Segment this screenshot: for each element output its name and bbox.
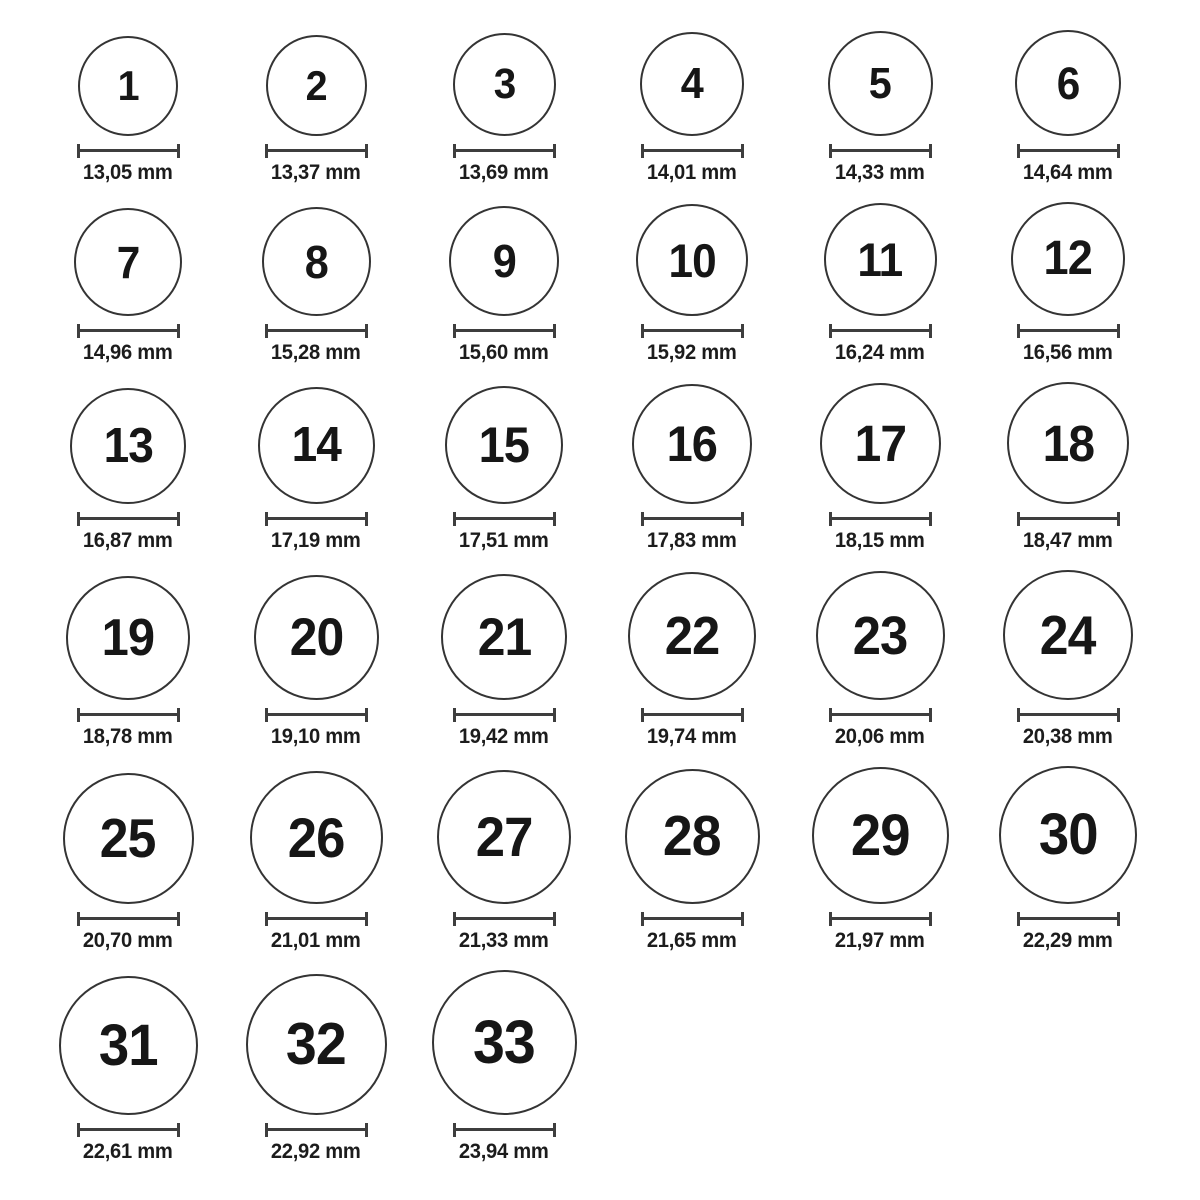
ring-cell [786, 767, 974, 953]
diameter-line [265, 512, 368, 526]
ring-cell [598, 204, 786, 365]
ring-circle [250, 771, 383, 904]
ring-number: 30 [1038, 802, 1098, 867]
ring-circle [70, 388, 186, 504]
ring-number: 6 [1056, 57, 1080, 109]
ring-cell [410, 386, 598, 553]
diameter-label: 17,83 mm [647, 529, 737, 552]
ring-number: 7 [116, 236, 140, 288]
ring-cell [786, 571, 974, 749]
ring-number: 26 [287, 805, 345, 869]
ring-cell [34, 388, 222, 553]
ring-circle [636, 204, 748, 316]
ring-number: 11 [857, 233, 903, 286]
diameter-label: 14,33 mm [835, 161, 925, 184]
ring-cell [410, 970, 598, 1164]
ring-number: 1 [117, 62, 139, 109]
ring-number: 23 [852, 605, 908, 666]
ring-row [34, 30, 1200, 185]
ring-number: 24 [1040, 603, 1096, 666]
ring-number: 19 [101, 609, 155, 667]
diameter-line [265, 1123, 368, 1137]
ring-circle [820, 383, 941, 504]
ring-number: 9 [492, 235, 516, 287]
diameter-label: 19,42 mm [459, 725, 549, 748]
ring-number: 20 [289, 608, 343, 667]
diameter-label: 22,29 mm [1023, 929, 1113, 952]
ring-cell [974, 766, 1162, 953]
diameter-label: 14,96 mm [83, 341, 173, 364]
ring-cell [222, 35, 410, 185]
ring-number: 13 [103, 418, 153, 473]
diameter-line [1017, 912, 1120, 926]
ring-cell [34, 976, 222, 1164]
diameter-label: 13,05 mm [83, 161, 173, 184]
ring-circle [66, 576, 190, 700]
diameter-line [453, 1123, 556, 1137]
diameter-label: 13,37 mm [271, 161, 361, 184]
ring-cell [598, 384, 786, 553]
ring-cell [786, 383, 974, 553]
diameter-label: 20,06 mm [835, 725, 925, 748]
diameter-line [453, 912, 556, 926]
diameter-label: 18,15 mm [835, 529, 925, 552]
ring-row [34, 970, 1200, 1164]
ring-row [34, 766, 1200, 953]
diameter-label: 17,51 mm [459, 529, 549, 552]
ring-number: 22 [664, 606, 720, 666]
diameter-line [829, 144, 932, 158]
diameter-line [77, 1123, 180, 1137]
diameter-line [641, 708, 744, 722]
diameter-line [77, 324, 180, 338]
ring-circle [266, 35, 367, 136]
ring-cell [786, 203, 974, 365]
diameter-line [453, 708, 556, 722]
ring-cell [974, 202, 1162, 365]
ring-number: 33 [473, 1008, 535, 1076]
ring-number: 15 [478, 417, 530, 473]
diameter-line [1017, 324, 1120, 338]
ring-number: 16 [666, 416, 718, 472]
ring-cell [598, 32, 786, 185]
diameter-line [453, 144, 556, 158]
ring-cell [34, 208, 222, 365]
ring-circle [453, 33, 556, 136]
ring-circle [432, 970, 577, 1115]
diameter-line [453, 324, 556, 338]
diameter-line [829, 512, 932, 526]
diameter-line [829, 912, 932, 926]
ring-circle [74, 208, 182, 316]
ring-circle [824, 203, 937, 316]
ring-circle [246, 974, 387, 1115]
diameter-label: 15,28 mm [271, 341, 361, 364]
ring-size-grid [34, 30, 1200, 1164]
diameter-label: 15,92 mm [647, 341, 737, 364]
ring-circle [816, 571, 945, 700]
ring-circle [632, 384, 752, 504]
ring-circle [437, 770, 571, 904]
diameter-label: 16,56 mm [1023, 341, 1113, 364]
diameter-line [829, 708, 932, 722]
ring-circle [449, 206, 559, 316]
ring-cell [974, 30, 1162, 185]
ring-number: 29 [850, 802, 910, 868]
ring-number: 12 [1043, 232, 1093, 285]
ring-cell [974, 382, 1162, 553]
diameter-label: 22,61 mm [83, 1140, 173, 1163]
diameter-label: 19,10 mm [271, 725, 361, 748]
ring-number: 10 [668, 233, 716, 287]
diameter-line [641, 144, 744, 158]
ring-row [34, 382, 1200, 553]
ring-number: 5 [868, 58, 892, 108]
diameter-label: 20,70 mm [83, 929, 173, 952]
diameter-label: 16,24 mm [835, 341, 925, 364]
ring-cell [222, 575, 410, 749]
diameter-label: 18,78 mm [83, 725, 173, 748]
ring-number: 28 [663, 804, 721, 868]
diameter-label: 16,87 mm [83, 529, 173, 552]
ring-number: 4 [680, 59, 704, 108]
ring-number: 31 [98, 1012, 158, 1078]
diameter-label: 18,47 mm [1023, 529, 1113, 552]
ring-cell [222, 207, 410, 365]
ring-cell [222, 974, 410, 1164]
ring-cell [410, 206, 598, 365]
diameter-label: 15,60 mm [459, 341, 549, 364]
ring-row [34, 202, 1200, 365]
ring-number: 18 [1042, 414, 1094, 472]
ring-number: 2 [305, 61, 327, 109]
ring-number: 3 [493, 60, 515, 108]
ring-circle [1011, 202, 1125, 316]
ring-circle [628, 572, 756, 700]
diameter-line [265, 324, 368, 338]
ring-circle [812, 767, 949, 904]
ring-circle [63, 773, 194, 904]
diameter-line [453, 512, 556, 526]
diameter-label: 23,94 mm [459, 1140, 549, 1163]
diameter-line [641, 324, 744, 338]
ring-row [34, 570, 1200, 749]
ring-circle [254, 575, 379, 700]
ring-circle [1007, 382, 1129, 504]
diameter-label: 21,33 mm [459, 929, 549, 952]
diameter-line [77, 144, 180, 158]
diameter-line [265, 708, 368, 722]
diameter-line [641, 512, 744, 526]
ring-circle [441, 574, 567, 700]
ring-circle [640, 32, 744, 136]
ring-circle [445, 386, 563, 504]
ring-circle [258, 387, 375, 504]
ring-number: 27 [475, 805, 533, 868]
ring-number: 32 [286, 1011, 346, 1077]
diameter-label: 21,97 mm [835, 929, 925, 952]
diameter-line [77, 708, 180, 722]
ring-number: 17 [854, 415, 906, 472]
diameter-label: 21,01 mm [271, 929, 361, 952]
ring-circle [999, 766, 1137, 904]
diameter-line [265, 144, 368, 158]
diameter-line [77, 512, 180, 526]
diameter-line [265, 912, 368, 926]
ring-number: 25 [100, 807, 156, 869]
ring-circle [59, 976, 198, 1115]
ring-circle [1003, 570, 1133, 700]
diameter-label: 14,64 mm [1023, 161, 1113, 184]
ring-circle [1015, 30, 1121, 136]
ring-circle [625, 769, 760, 904]
diameter-label: 19,74 mm [647, 725, 737, 748]
diameter-label: 20,38 mm [1023, 725, 1113, 748]
ring-cell [222, 387, 410, 553]
ring-cell [34, 773, 222, 953]
ring-number: 8 [304, 235, 328, 288]
ring-cell [410, 33, 598, 185]
ring-circle [262, 207, 371, 316]
ring-cell [786, 31, 974, 185]
ring-cell [598, 572, 786, 749]
diameter-line [829, 324, 932, 338]
diameter-line [641, 912, 744, 926]
ring-number: 21 [477, 607, 531, 667]
ring-cell [974, 570, 1162, 749]
ring-circle [828, 31, 933, 136]
diameter-label: 14,01 mm [647, 161, 737, 184]
diameter-label: 17,19 mm [271, 529, 361, 552]
diameter-line [1017, 512, 1120, 526]
diameter-label: 22,92 mm [271, 1140, 361, 1163]
diameter-label: 13,69 mm [459, 161, 549, 184]
ring-cell [34, 36, 222, 185]
diameter-label: 21,65 mm [647, 929, 737, 952]
ring-cell [598, 769, 786, 953]
diameter-line [77, 912, 180, 926]
ring-cell [410, 770, 598, 953]
ring-number: 14 [291, 418, 341, 472]
ring-circle [78, 36, 178, 136]
ring-cell [34, 576, 222, 749]
diameter-line [1017, 144, 1120, 158]
ring-cell [410, 574, 598, 749]
diameter-line [1017, 708, 1120, 722]
ring-cell [222, 771, 410, 953]
